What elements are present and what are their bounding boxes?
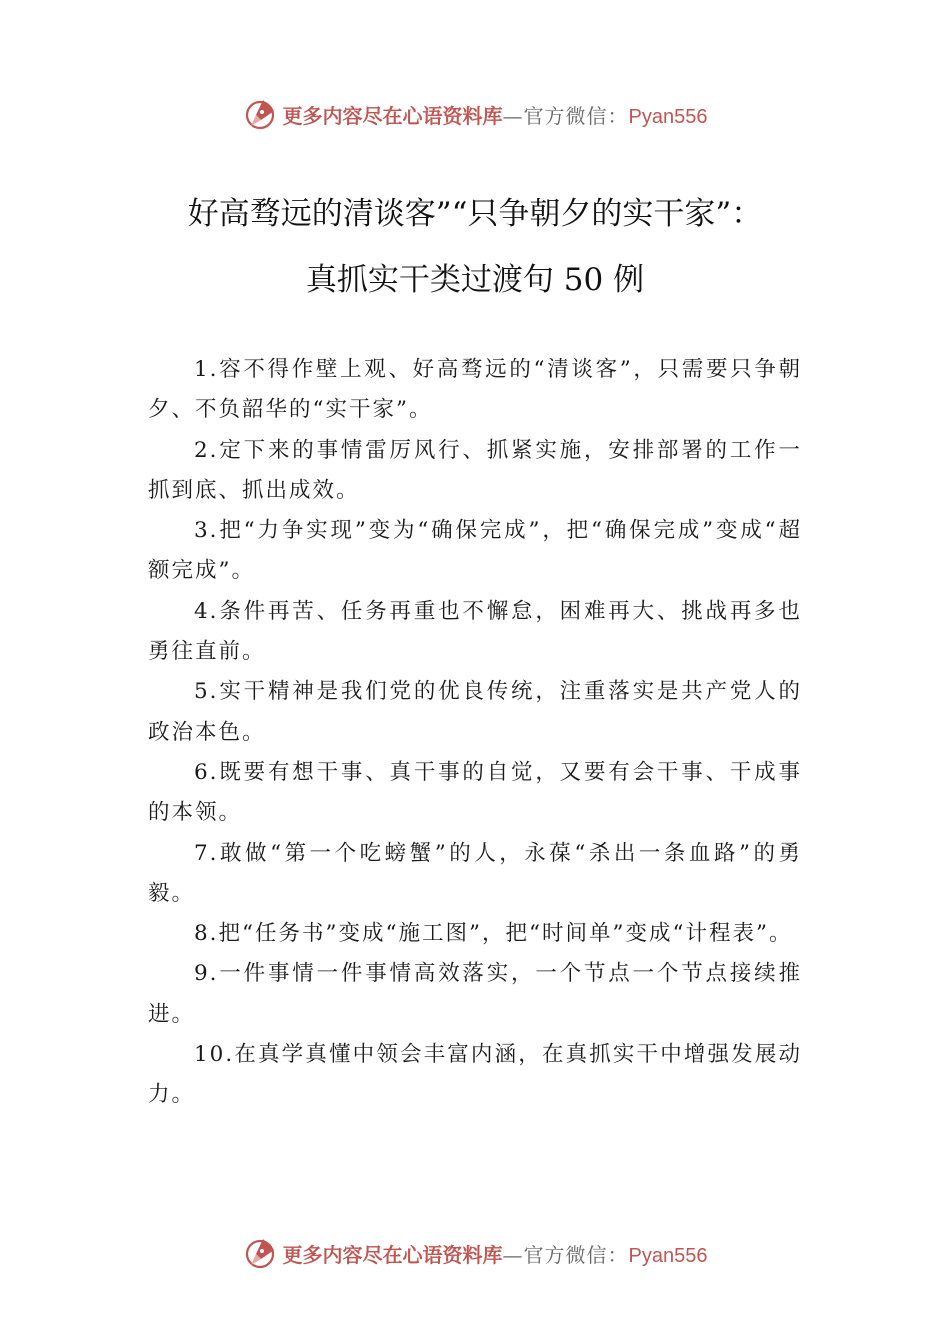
list-item: 6.既要有想干事、真干事的自觉，又要有会干事、干成事的本领。: [148, 759, 802, 826]
document-title-line-1: 好高骛远的清谈客”“只争朝夕的实干家”：: [187, 196, 763, 232]
pen-logo-icon: [243, 1235, 279, 1271]
pen-logo-icon: [243, 96, 279, 132]
list-item: 7.敢做“第一个吃螃蟹”的人，永葆“杀出一条血路”的勇毅。: [148, 840, 802, 906]
list-item: 1.容不得作壁上观、好高骛远的“清谈客”，只需要只争朝夕、不负韶华的“实干家”。: [148, 357, 802, 423]
footer-wechat-label: —官方微信：: [502, 1242, 629, 1267]
footer-wechat-id: Pyan556: [628, 1244, 708, 1267]
sentence-list: [148, 350, 802, 1116]
document-title-line-2: 真抓实干类过渡句 50 例: [305, 262, 645, 298]
header-banner: [0, 92, 950, 136]
list-item: 2.定下来的事情雷厉风行、抓紧实施，安排部署的工作一抓到底、抓出成效。: [148, 437, 802, 503]
list-item: 4.条件再苦、任务再重也不懈怠，困难再大、挑战再多也勇往直前。: [148, 598, 802, 665]
list-item: 8.把“任务书”变成“施工图”，把“时间单”变成“计程表”。: [194, 921, 793, 947]
list-item: 5.实干精神是我们党的优良传统，注重落实是共产党人的政治本色。: [148, 679, 802, 745]
list-item: 9.一件事情一件事情高效落实，一个节点一个节点接续推进。: [148, 961, 802, 1027]
list-item: 10.在真学真懂中领会丰富内涵，在真抓实干中增强发展动力。: [148, 1042, 802, 1108]
header-wechat-id: Pyan556: [628, 105, 708, 128]
list-item: 3.把“力争实现”变为“确保完成”，把“确保完成”变成“超额完成”。: [148, 518, 802, 584]
footer-banner: [0, 1231, 950, 1275]
header-site-name: 更多内容尽在心语资料库: [282, 103, 503, 128]
header-wechat-label: —官方微信：: [502, 103, 629, 128]
footer-site-name: 更多内容尽在心语资料库: [282, 1242, 503, 1267]
